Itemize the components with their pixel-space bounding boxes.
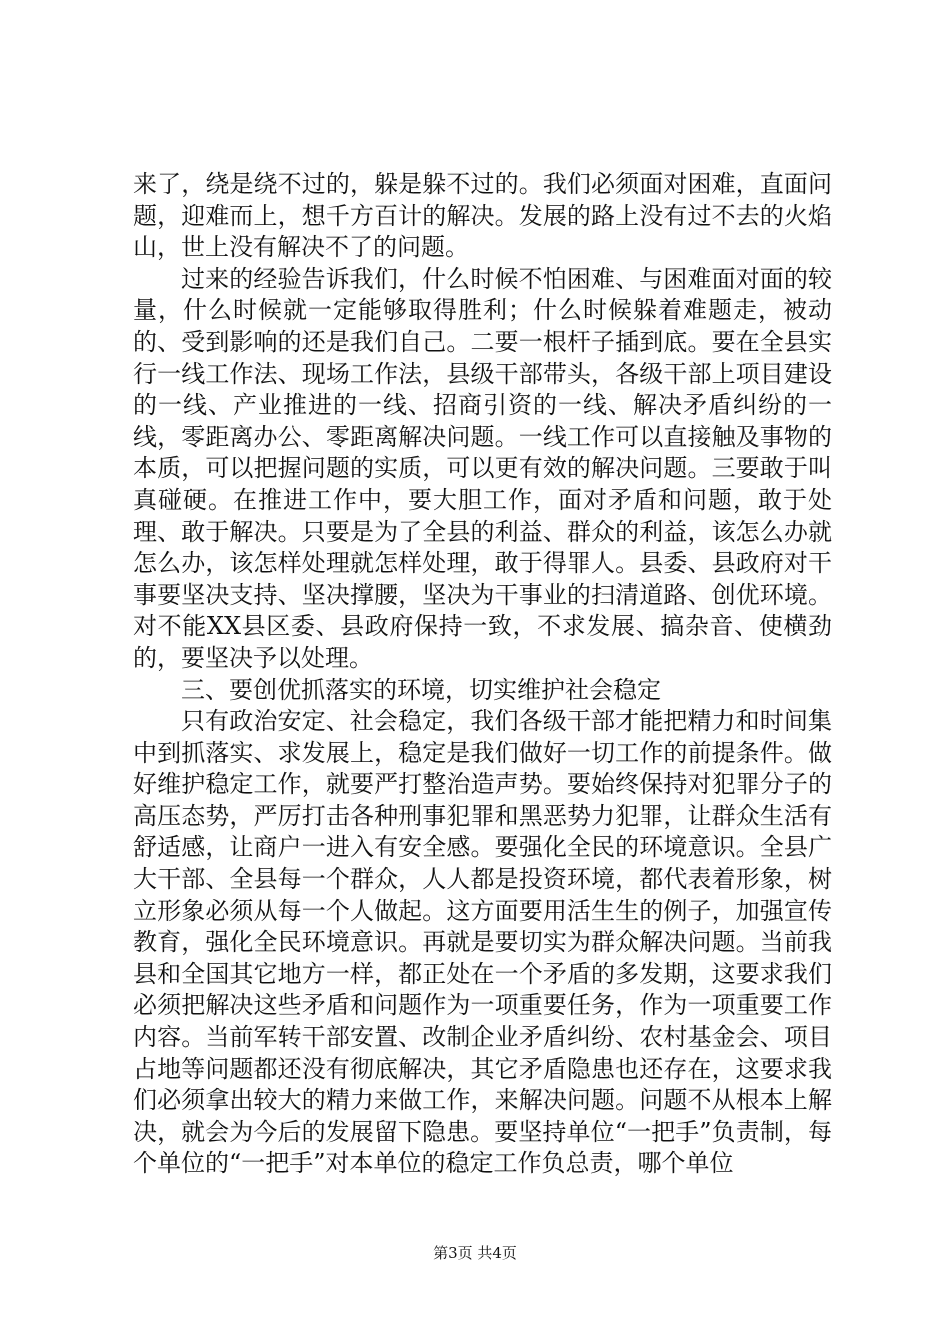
- paragraph-4: 只有政治安定、社会稳定，我们各级干部才能把精力和时间集中到抓落实、求发展上，稳定是我们做好一切工作的前提条件。做好维护稳定工作，就要严打整治造声势。要始终保持对犯罪分子的高压态势，严厉打击各种刑事犯罪和黑恶势力犯罪，让群众生活有舒适感，让商户一进入有安全感。要强化全民的环境意识。全县广大干部、全县每一个群众，人人都是投资环境，都代表着形象，树立形象必须从每一个人做起。这方面要用活生生的例子，加强宣传教育，强化全民环境意识。再就是要切实为群众解决问题。当前我县和全国其它地方一样，都正处在一个矛盾的多发期，这要求我们必须把解决这些矛盾和问题作为一项重要任务，作为一项重要工作内容。当前军转干部安置、改制企业矛盾纠纷、农村基金会、项目占地等问题都还没有彻底解决，其它矛盾隐患也还存在，这要求我们必须拿出较大的精力来做工作，来解决问题。问题不从根本上解决，就会为今后的发展留下隐患。要坚持单位“一把手”负责制，每个单位的“一把手”对本单位的稳定工作负总责，哪个单位: [133, 707, 832, 1178]
- section-heading-3: 三、要创优抓落实的环境，切实维护社会稳定: [181, 675, 661, 704]
- page-number-footer: 第3页 共4页: [433, 1244, 517, 1262]
- paragraph-2: 过来的经验告诉我们，什么时候不怕困难、与困难面对面的较量，什么时候就一定能够取得胜利；什么时候躲着难题走，被动的、受到影响的还是我们自己。二要一根杆子插到底。要在全县实行一线工作法、现场工作法，县级干部带头，各级干部上项目建设的一线、产业推进的一线、招商引资的一线、解决矛盾纠纷的一线，零距离办公、零距离解决问题。一线工作可以直接触及事物的本质，可以把握问题的实质，可以更有效的解决问题。三要敢于叫真碰硬。在推进工作中，要大胆工作，面对矛盾和问题，敢于处理、敢于解决。只要是为了全县的利益、群众的利益，该怎么办就怎么办，该怎样处理就怎样处理，敢于得罪人。县委、县政府对干事要坚决支持、坚决撑腰，坚决为干事业的扫清道路、创优环境。对不能XX县区委、县政府保持一致，不求发展、搞杂音、使横劲的，要坚决予以处理。: [133, 264, 832, 672]
- paragraph-1: 来了，绕是绕不过的，躲是躲不过的。我们必须面对困难，直面问题，迎难而上，想千方百计的解决。发展的路上没有过不去的火焰山，世上没有解决不了的问题。: [133, 170, 832, 262]
- document-body: [133, 169, 832, 1180]
